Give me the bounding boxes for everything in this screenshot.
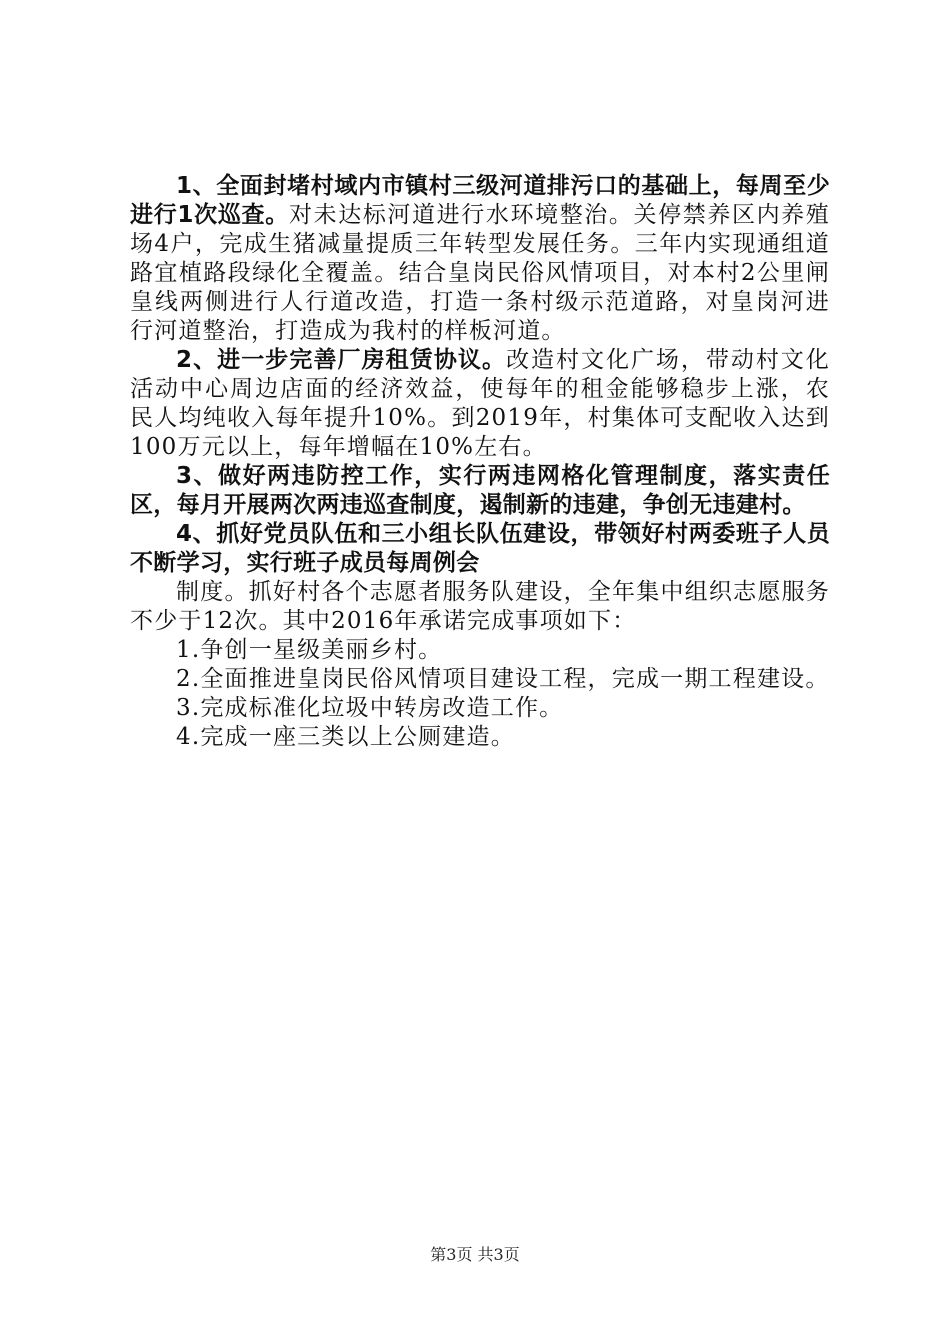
paragraph-3 <box>130 462 830 520</box>
list-item: 1.争创一星级美丽乡村。 <box>176 637 443 663</box>
page-footer: 第3页 共3页 <box>430 1245 520 1264</box>
list-item: 3.完成标准化垃圾中转房改造工作。 <box>176 695 564 721</box>
list-item: 2.全面推进皇岗民俗风情项目建设工程，完成一期工程建设。 <box>176 666 830 692</box>
list-item: 4.完成一座三类以上公厕建造。 <box>176 724 515 750</box>
paragraph-4-heading: 4、抓好党员队伍和三小组长队伍建设，带领好村两委班子人员不断学习，实行班子成员每周例会 <box>130 521 830 576</box>
paragraph-3-heading: 3、做好两违防控工作，实行两违网格化管理制度，落实责任区，每月开展两次两违巡查制度，遏制新的违建，争创无违建村。 <box>130 463 830 518</box>
commitment-list <box>130 636 830 752</box>
paragraph-2 <box>130 346 830 462</box>
paragraph-2-text: 改造村文化广场，带动村文化活动中心周边店面的经济效益，使每年的租金能够稳步上涨，农民人均纯收入每年提升10%。到2019年，村集体可支配收入达到100万元以上，每年增幅在10%左右。 <box>130 347 830 460</box>
paragraph-1 <box>130 172 830 346</box>
paragraph-4 <box>130 520 830 578</box>
paragraph-1-heading: 1、全面封堵村域内市镇村三级河道排污口的基础上，每周至少进行1次巡查。 <box>130 173 830 228</box>
document-body <box>130 172 830 752</box>
paragraph-2-heading: 2、进一步完善厂房租赁协议。 <box>176 347 507 373</box>
paragraph-1-text: 对未达标河道进行水环境整治。关停禁养区内养殖场4户，完成生猪减量提质三年转型发展任务。三年内实现通组道路宜植路段绿化全覆盖。结合皇岗民俗风情项目，对本村2公里闸皇线两侧进行人行道改造，打造一条村级示范道路，对皇岗河进行河道整治，打造成为我村的样板河道。 <box>130 202 830 344</box>
paragraph-continuation: 制度。抓好村各个志愿者服务队建设，全年集中组织志愿服务不少于12次。其中2016年承诺完成事项如下： <box>130 579 830 634</box>
